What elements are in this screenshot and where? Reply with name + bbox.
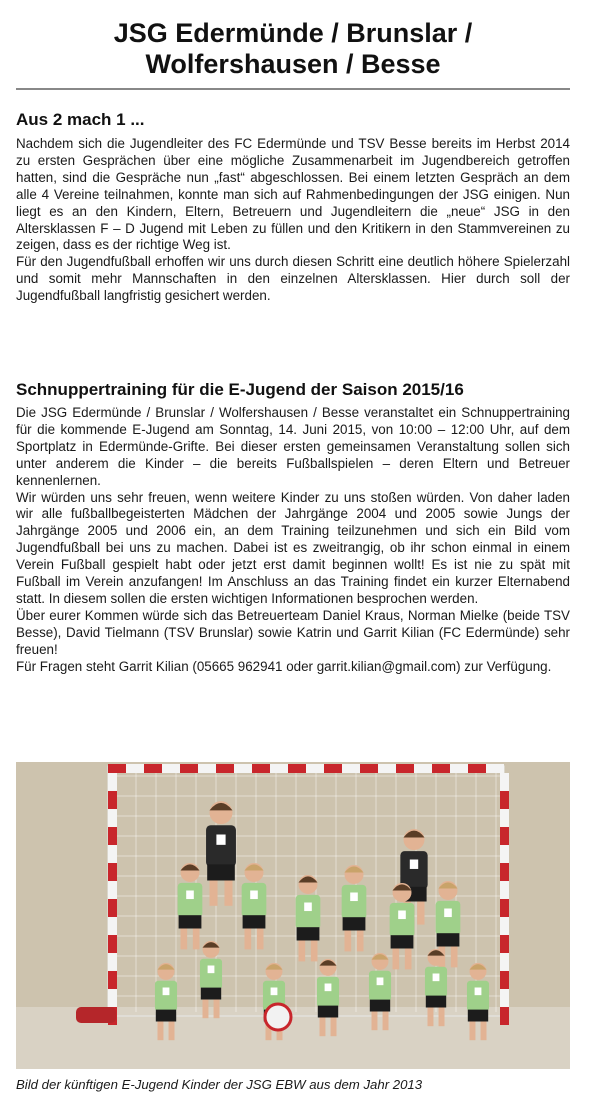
jersey-logo (475, 988, 482, 996)
goal-post-right-segment (500, 773, 509, 791)
merger-paragraph-1: Nachdem sich die Jugendleiter des FC Edermünde und TSV Besse bereits im Herbst 2014 zu ersten Gesprächen über eine mögliche Zusammenarbeit im Jugendbereich getroffen hatten, sind die Gespräche nun „fast“ abgeschlossen. Bei einem letzten Gespräch an dem alle 4 Vereine teilnahmen, konnte man sich auf Rahmenbedingungen der JSG einigen. Nun liegt es an den Kindern, Eltern, Betreuern und Jugendleitern die „neue“ JSG in den Altersklassen F – D Jugend mit Leben zu füllen und den Kritikern in den Stammvereinen zu zeigen, dass es der richtige Weg ist. (16, 136, 570, 253)
goal-post-right-segment (500, 917, 509, 935)
article-title-line-2: Wolfershausen / Besse (145, 49, 441, 79)
goal-post-left-segment (108, 809, 117, 827)
person-leg (320, 1018, 326, 1037)
person-leg (214, 1000, 220, 1019)
person-leg (203, 1000, 209, 1019)
goal-crossbar-segment (270, 764, 288, 773)
goal-post-left-segment (108, 773, 117, 791)
jersey-logo (163, 988, 170, 996)
goal-crossbar-segment (360, 764, 378, 773)
merger-paragraph-2: Für den Jugendfußball erhoffen wir uns durch diesen Schritt eine deutlich höhere Spielerzahl und somit mehr Mannschaften in den einzelnen Altersklassen. Hier durch soll der Jugendfußball langfristig gesichert werden. (16, 254, 570, 304)
goal-post-left-segment (108, 845, 117, 863)
goal-post-left-segment (108, 881, 117, 899)
person-leg (331, 1018, 337, 1037)
team-photo (16, 762, 570, 1069)
goal-crossbar-segment (396, 764, 414, 773)
goal-crossbar-segment (486, 764, 504, 773)
person-torso (206, 825, 236, 866)
goal-crossbar-segment (234, 764, 252, 773)
section-heading-trial-training: Schnuppertraining für die E-Jugend der Saison 2015/16 (16, 380, 464, 399)
goal-crossbar-segment (468, 764, 486, 773)
goal-post-right-segment (500, 953, 509, 971)
goal-post-right-segment (500, 809, 509, 827)
person-leg (470, 1022, 476, 1041)
person-shorts (391, 935, 414, 948)
goal-post-left-segment (108, 971, 117, 989)
person-leg (481, 1022, 487, 1041)
person-shorts (343, 917, 366, 930)
goal-crossbar-segment (432, 764, 450, 773)
person-torso (155, 981, 177, 1012)
goal-post-left-segment (108, 989, 117, 1007)
person-shorts (437, 933, 460, 946)
person-leg (158, 1022, 164, 1041)
goal-post-right-segment (500, 989, 509, 1007)
person-torso (425, 967, 447, 998)
article-title (16, 18, 570, 80)
person-leg (451, 947, 458, 968)
ball (265, 1004, 291, 1030)
person-torso (400, 851, 427, 889)
article-title-line-1: JSG Edermünde / Brunslar / (113, 18, 473, 48)
goal-post-left-segment (108, 827, 117, 845)
person-leg (299, 941, 306, 962)
person-leg (417, 902, 424, 925)
jersey-logo (377, 978, 384, 986)
person-torso (242, 883, 267, 917)
section-heading-merger: Aus 2 mach 1 ... (16, 110, 145, 129)
goal-post-left-segment (108, 935, 117, 953)
person-torso (342, 885, 367, 919)
goal-post-right-segment (500, 935, 509, 953)
goal-crossbar-segment (324, 764, 342, 773)
training-paragraph-1: Die JSG Edermünde / Brunslar / Wolfershausen / Besse veranstaltet ein Schnuppertraining für die kommende E-Jugend am Sonntag, 14. Juni 2015, von 10:00 – 12:00 Uhr, auf dem Sportplatz in Edermünde-Grifte. Bei dieser ersten gemeinsamen Veranstaltung sollen sich unter anderem die Kinder – die bereits Fußballspielen – deren Eltern und Betreuer kennenlernen. (16, 405, 570, 488)
person-torso (317, 977, 339, 1008)
goal-crossbar-segment (144, 764, 162, 773)
goal-crossbar-segment (126, 764, 144, 773)
goal-crossbar-segment (180, 764, 198, 773)
person-shorts (207, 864, 235, 880)
goal-crossbar-segment (378, 764, 396, 773)
goal-crossbar-segment (288, 764, 306, 773)
jersey-logo (271, 988, 278, 996)
jersey-logo (304, 903, 312, 912)
person-torso (200, 959, 222, 990)
jersey-logo (444, 909, 452, 918)
person-shorts (179, 915, 202, 928)
training-paragraph-2: Wir würden uns sehr freuen, wenn weitere Kinder zu uns stoßen würden. Von daher laden wir alle fußballbegeisterten Mädchen der Jahrgänge 2004 und 2005 sowie Jungs der Jahrgänge 2005 und 2006 ein, an dem Training teilzunehmen und sich ein Bild vom Jugendfußball bei uns zu machen. Dabei ist es zweitrangig, ob ihr schon einmal in einem Verein Fußball gespielt habt oder jetzt erst damit beginnen wollt! Es ist nie zu spät mit Fußball im Verein anzufangen! Im Anschluss an das Training findet ein kurzer Elternabend statt. In diesem sollen die ersten wichtigen Informationen besprochen werden. (16, 489, 570, 606)
person-leg (405, 949, 412, 970)
jersey-logo (250, 891, 258, 900)
photo-caption: Bild der künftigen E-Jugend Kinder der JSG EBW aus dem Jahr 2013 (16, 1077, 423, 1092)
person-leg (193, 929, 200, 950)
goal-crossbar-segment (450, 764, 468, 773)
person-leg (224, 881, 232, 906)
person-shorts (370, 1000, 390, 1012)
goal-crossbar-segment (108, 764, 126, 773)
jersey-logo (433, 974, 440, 982)
goal-post-right-segment (500, 1007, 509, 1025)
person-shorts (426, 996, 446, 1008)
goal-post-right-segment (500, 791, 509, 809)
jersey-logo (208, 966, 215, 974)
person-leg (257, 929, 264, 950)
red-bag (76, 1007, 116, 1023)
person-leg (383, 1012, 389, 1031)
goal-crossbar-segment (162, 764, 180, 773)
gym-wall (16, 762, 570, 1007)
jersey-logo (325, 984, 332, 992)
goal-crossbar-segment (216, 764, 234, 773)
person-leg (345, 931, 352, 952)
person-leg (311, 941, 318, 962)
goal-post-right-segment (500, 827, 509, 845)
person-leg (428, 1008, 434, 1027)
goal-crossbar-segment (342, 764, 360, 773)
person-leg (245, 929, 252, 950)
person-leg (169, 1022, 175, 1041)
goal-post-left-segment (108, 953, 117, 971)
goal-post-left-segment (108, 917, 117, 935)
person-shorts (201, 988, 221, 1000)
person-shorts (318, 1006, 338, 1018)
goal-post-right-segment (500, 845, 509, 863)
goal-crossbar-segment (306, 764, 324, 773)
jersey-logo (216, 835, 225, 845)
person-shorts (468, 1010, 488, 1022)
goal-post-left-segment (108, 899, 117, 917)
goal-crossbar-segment (414, 764, 432, 773)
person-leg (181, 929, 188, 950)
goal-post-right-segment (500, 971, 509, 989)
training-paragraph-4: Für Fragen steht Garrit Kilian (05665 962941 oder garrit.kilian@gmail.com) zur Verfügung. (16, 658, 552, 674)
person-torso (390, 903, 415, 937)
goal-post-right-segment (500, 881, 509, 899)
person-leg (357, 931, 364, 952)
goal-post-right-segment (500, 863, 509, 881)
person-torso (296, 895, 321, 929)
person-torso (467, 981, 489, 1012)
goal-crossbar-segment (198, 764, 216, 773)
person-shorts (156, 1010, 176, 1022)
title-divider (16, 88, 570, 90)
jersey-logo (350, 893, 358, 902)
jersey-logo (186, 891, 194, 900)
team-photo-illustration (16, 762, 570, 1069)
goal-post-left-segment (108, 791, 117, 809)
person-torso (436, 901, 461, 935)
jersey-logo (410, 860, 418, 869)
person-leg (439, 1008, 445, 1027)
goal-post-left-segment (108, 863, 117, 881)
person-shorts (243, 915, 266, 928)
jersey-logo (398, 911, 406, 920)
person-shorts (297, 927, 320, 940)
person-torso (369, 971, 391, 1002)
person-leg (210, 881, 218, 906)
section-body-trial-training (16, 405, 570, 676)
goal-crossbar-segment (252, 764, 270, 773)
person-torso (178, 883, 203, 917)
section-body-merger (16, 136, 570, 305)
person-leg (393, 949, 400, 970)
training-paragraph-3: Über eurer Kommen würde sich das Betreuerteam Daniel Kraus, Norman Mielke (beide TSV Besse), David Tielmann (TSV Brunslar) sowie Katrin und Garrit Kilian (FC Edermünde) sehr freuen! (16, 607, 570, 657)
person-leg (372, 1012, 378, 1031)
goal-post-right-segment (500, 899, 509, 917)
